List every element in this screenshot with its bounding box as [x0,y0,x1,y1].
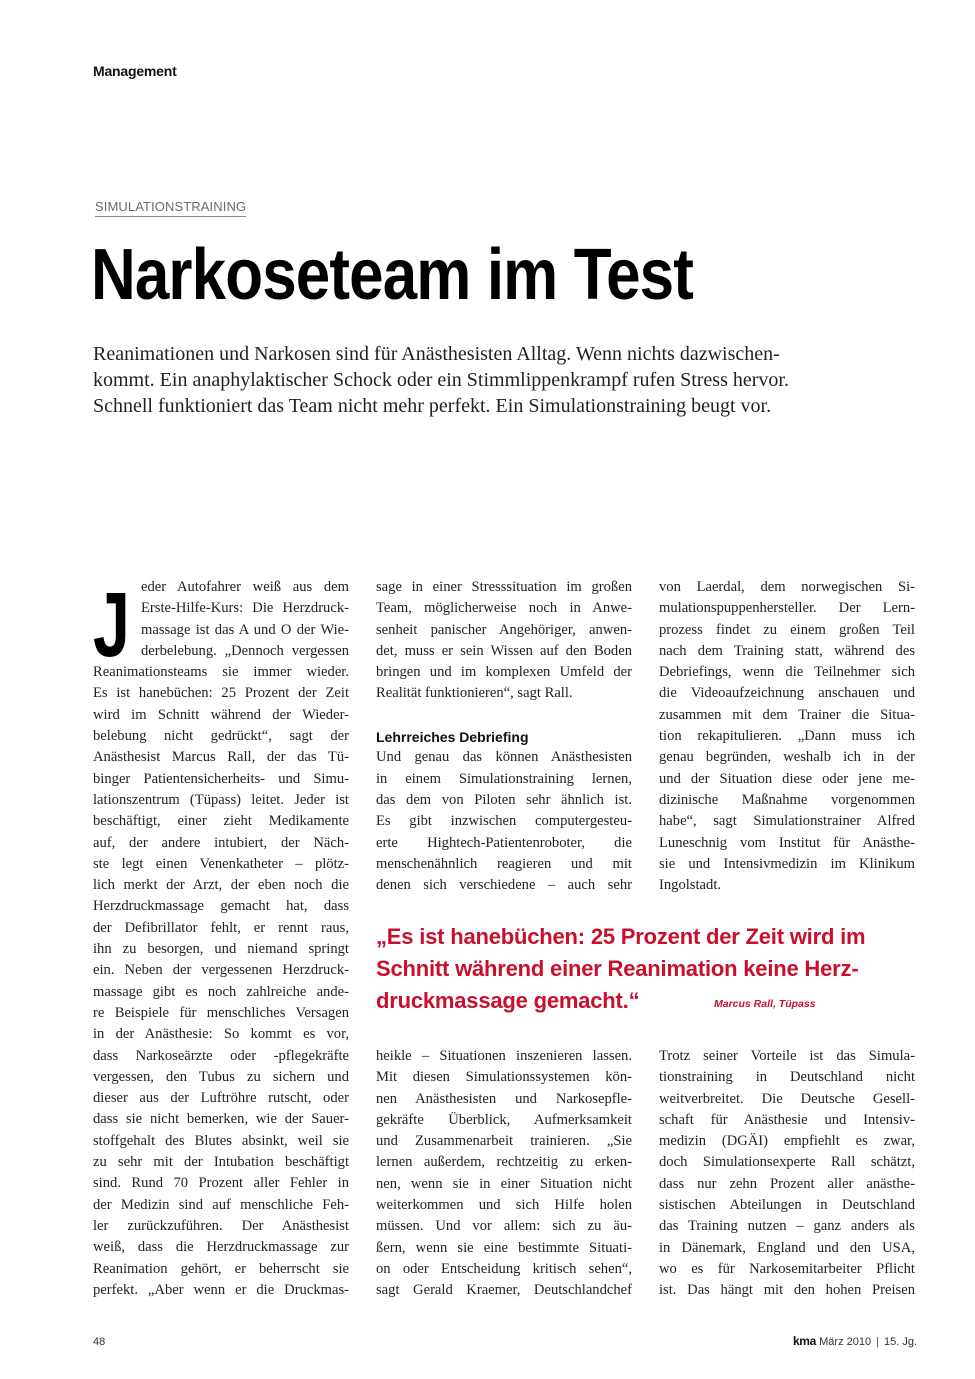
text-line: gekräfte Überblick, Aufmerksamkeit [376,1111,632,1128]
text-line: massage gibt es noch zahlreiche ande- [93,983,349,1000]
text-line: wo es für Narkosemitarbeiter Pflicht [659,1260,915,1277]
text-line: weiß, dass die Herzdruckmassage zur [93,1239,349,1256]
text-line: Und genau das können Anästhesisten [376,749,632,766]
text-line: derbelebung. „Dennoch vergessen [141,642,349,659]
text-line: sagt Gerald Kraemer, Deutschlandchef [376,1282,632,1299]
text-line: dizinische Maßnahme vorgenommen [659,791,915,808]
page-number: 48 [93,1336,106,1348]
pull-quote-line: Schnitt während einer Reanimation keine Herz- [376,956,859,981]
text-line: sage in einer Stresssituation im großen [376,579,632,595]
text-line: zu sehr mit der Intubation beschäftigt [93,1154,349,1171]
pull-quote-attribution: Marcus Rall, Tüpass [714,998,816,1010]
text-line: in der Anästhesie: So kommt es vor, [93,1026,349,1043]
text-line: sistischen Abteilungen in Deutschland [659,1197,915,1214]
text-line: in Dänemark, England und den USA, [659,1239,915,1256]
text-line: Reanimation gehört, er beherrscht sie [93,1260,349,1277]
text-line: ist. Das hängt mit den hohen Preisen [659,1282,915,1299]
text-line: medizin (DGÄI) empfiehlt es zwar, [659,1133,915,1150]
text-line: Luneschnig vom Institut für Anästhe- [659,834,915,851]
text-line: müssen. Und vor allem: sich zu äu- [376,1218,632,1235]
text-line: tionstraining in Deutschland nicht [659,1069,915,1086]
text-line: dieser aus der Luftröhre rutscht, oder [93,1090,349,1107]
text-line: Mit diesen Simulationssystemen kön- [376,1069,632,1086]
footer-volume: 15. Jg. [883,1336,917,1348]
lead-line: Schnell funktioniert das Team nicht mehr perfekt. Ein Simulationstraining beugt vor. [93,395,772,417]
text-line: lich merkt der Arzt, der eben noch die [93,877,349,894]
article-column-2-top [376,577,632,896]
text-line: Es ist hanebüchen: 25 Prozent der Zeit [93,685,349,702]
lead-line: Reanimationen und Narkosen sind für Anästhesisten Alltag. Wenn nichts dazwischen- [93,343,780,365]
text-line: Herzdruckmassage gemacht hat, dass [93,898,349,915]
text-line: sie und Intensivmedizin im Klinikum [659,855,915,872]
text-line: lationszentrum (Tüpass) leitet. Jeder ist [93,791,349,808]
headline: Narkoseteam im Test [91,235,693,315]
text-line: weitverbreitet. Die Deutsche Gesell- [659,1090,915,1107]
text-line: das Training nutzen – ganz anders als [659,1218,915,1235]
text-line: tion rekapitulieren. „Dann muss ich [659,728,915,745]
text-line: massage ist das A und O der Wie- [141,621,349,638]
text-line: vergessen, den Tubus zu sichern und [93,1068,349,1085]
footer-separator: | [876,1336,879,1348]
text-line: schaft für Anästhesie und Intensiv- [659,1111,915,1128]
text-line: in einem Simulationstraining lernen, [376,770,632,787]
text-line: Team, möglicherweise noch in Anwe- [376,600,632,617]
footer-brand: kma [792,1334,817,1348]
text-line: dass sie nicht bemerken, wie der Sauer- [93,1111,349,1128]
text-line: der Defibrillator fehlt, er rennt raus, [93,919,349,936]
text-line: heikle – Situationen inszenieren lassen. [376,1048,632,1064]
text-line: genau begründen, weshalb ich in der [659,749,915,766]
pull-quote-line: „Es ist hanebüchen: 25 Prozent der Zeit wird im [376,924,866,949]
text-line: Debriefings, wenn die Teilnehmer sich [659,664,915,681]
text-line: ein. Neben der vergessenen Herzdruck- [93,962,349,979]
text-line: ler zurückzuführen. Der Anästhesist [93,1217,349,1234]
text-line: binger Patientensicherheits- und Simu- [93,770,349,787]
article-column-3-top [659,577,915,896]
text-line: Ingolstadt. [659,877,722,894]
text-line: zusammen mit dem Trainer die Situa- [659,706,915,723]
text-line: mulationspuppenhersteller. Der Lern- [659,600,915,617]
text-line: Trotz seiner Vorteile ist das Simula- [659,1048,915,1064]
text-line: weiterkommen und sich Hilfe holen [376,1197,632,1214]
text-line: re Beispiele für menschliches Versagen [93,1004,349,1021]
text-line: nen, wenn sie in einer Situation nicht [376,1175,632,1192]
text-line: ßern, wenn sie eine bestimmte Situati- [376,1239,632,1256]
text-line: ihn zu besorgen, und niemand springt [93,941,349,958]
text-line: nen Anästhesisten und Narkosepfle- [376,1090,632,1107]
text-line: von Laerdal, dem norwegischen Si- [659,579,915,595]
text-line: on oder Entscheidung kritisch sehen“, [376,1260,632,1277]
text-line: Realität funktionieren“, sagt Rall. [376,685,573,702]
text-line: erte Hightech-Patientenroboter, die [376,834,632,851]
text-line: sind. Rund 70 Prozent aller Fehler in [93,1175,349,1192]
article-column-2-bottom [376,1046,632,1302]
footer-issue: März 2010 [819,1336,872,1348]
pull-quote [376,921,916,1017]
text-line: der Medizin sind auf menschliche Feh- [93,1196,349,1213]
text-line: und Zusammenarbeit trainieren. „Sie [376,1133,632,1150]
lead-paragraph [93,341,893,419]
text-line: dass Narkoseärzte oder -pflegekräfte [93,1047,349,1064]
text-line: Es gibt inzwischen computergesteu- [376,813,632,830]
text-line: bringen und im komplexen Umfeld der [376,664,632,681]
text-line: stoffgehalt des Blutes absinkt, weil sie [93,1132,349,1149]
text-line: Anästhesist Marcus Rall, der das Tü- [93,749,349,766]
text-line: beschäftigt, einer zieht Medikamente [93,813,349,830]
text-line: nach dem Training statt, während des [659,642,915,659]
text-line: denen sich verschiedene – auch sehr [376,877,632,894]
text-line: habe“, sagt Simulationstrainer Alfred [659,813,915,830]
text-line: belebung nicht gedrückt“, sagt der [93,728,349,745]
text-line: Reanimationsteams sie immer wieder. [93,664,349,681]
text-line: perfekt. „Aber wenn er die Druckmas- [93,1281,349,1298]
article-column-1 [93,574,349,1301]
text-line: das dem von Piloten sehr ähnlich ist. [376,791,632,808]
text-line: die Videoaufzeichnung anschauen und [659,685,915,702]
text-line: det, muss er sein Wissen auf den Boden [376,642,632,659]
text-line: dass nur zehn Prozent aller anästhe- [659,1175,915,1192]
article-column-3-bottom [659,1046,915,1302]
footer-issue-info [793,1334,917,1348]
pull-quote-line: druckmassage gemacht.“ [376,988,640,1013]
kicker: SIMULATIONSTRAINING [95,199,246,217]
text-line: senheit panischer Angehöriger, anwen- [376,621,632,638]
text-line: lernen außerdem, rechtzeitig zu erken- [376,1154,632,1171]
text-line: menschenähnlich reagieren und mit [376,855,632,872]
text-line: eder Autofahrer weiß aus dem [141,579,349,595]
text-line: auf, der andere intubiert, der Näch- [93,834,349,851]
section-label: Management [93,63,177,79]
text-line: prozess findet zu einem großen Teil [659,621,915,638]
text-line: und der Situation diese oder jene me- [659,770,915,787]
dropcap: J [93,574,130,676]
subhead: Lehrreiches Debriefing [376,729,529,746]
lead-line: kommt. Ein anaphylaktischer Schock oder ein Stimmlippenkrampf rufen Stress hervor. [93,369,789,391]
text-line: Erste-Hilfe-Kurs: Die Herzdruck- [141,600,349,617]
text-line: wird im Schnitt während der Wieder- [93,706,349,723]
text-line: doch Simulationsexperte Rall schätzt, [659,1154,915,1171]
text-line: ste legt einen Venenkatheter – plötz- [93,855,349,872]
